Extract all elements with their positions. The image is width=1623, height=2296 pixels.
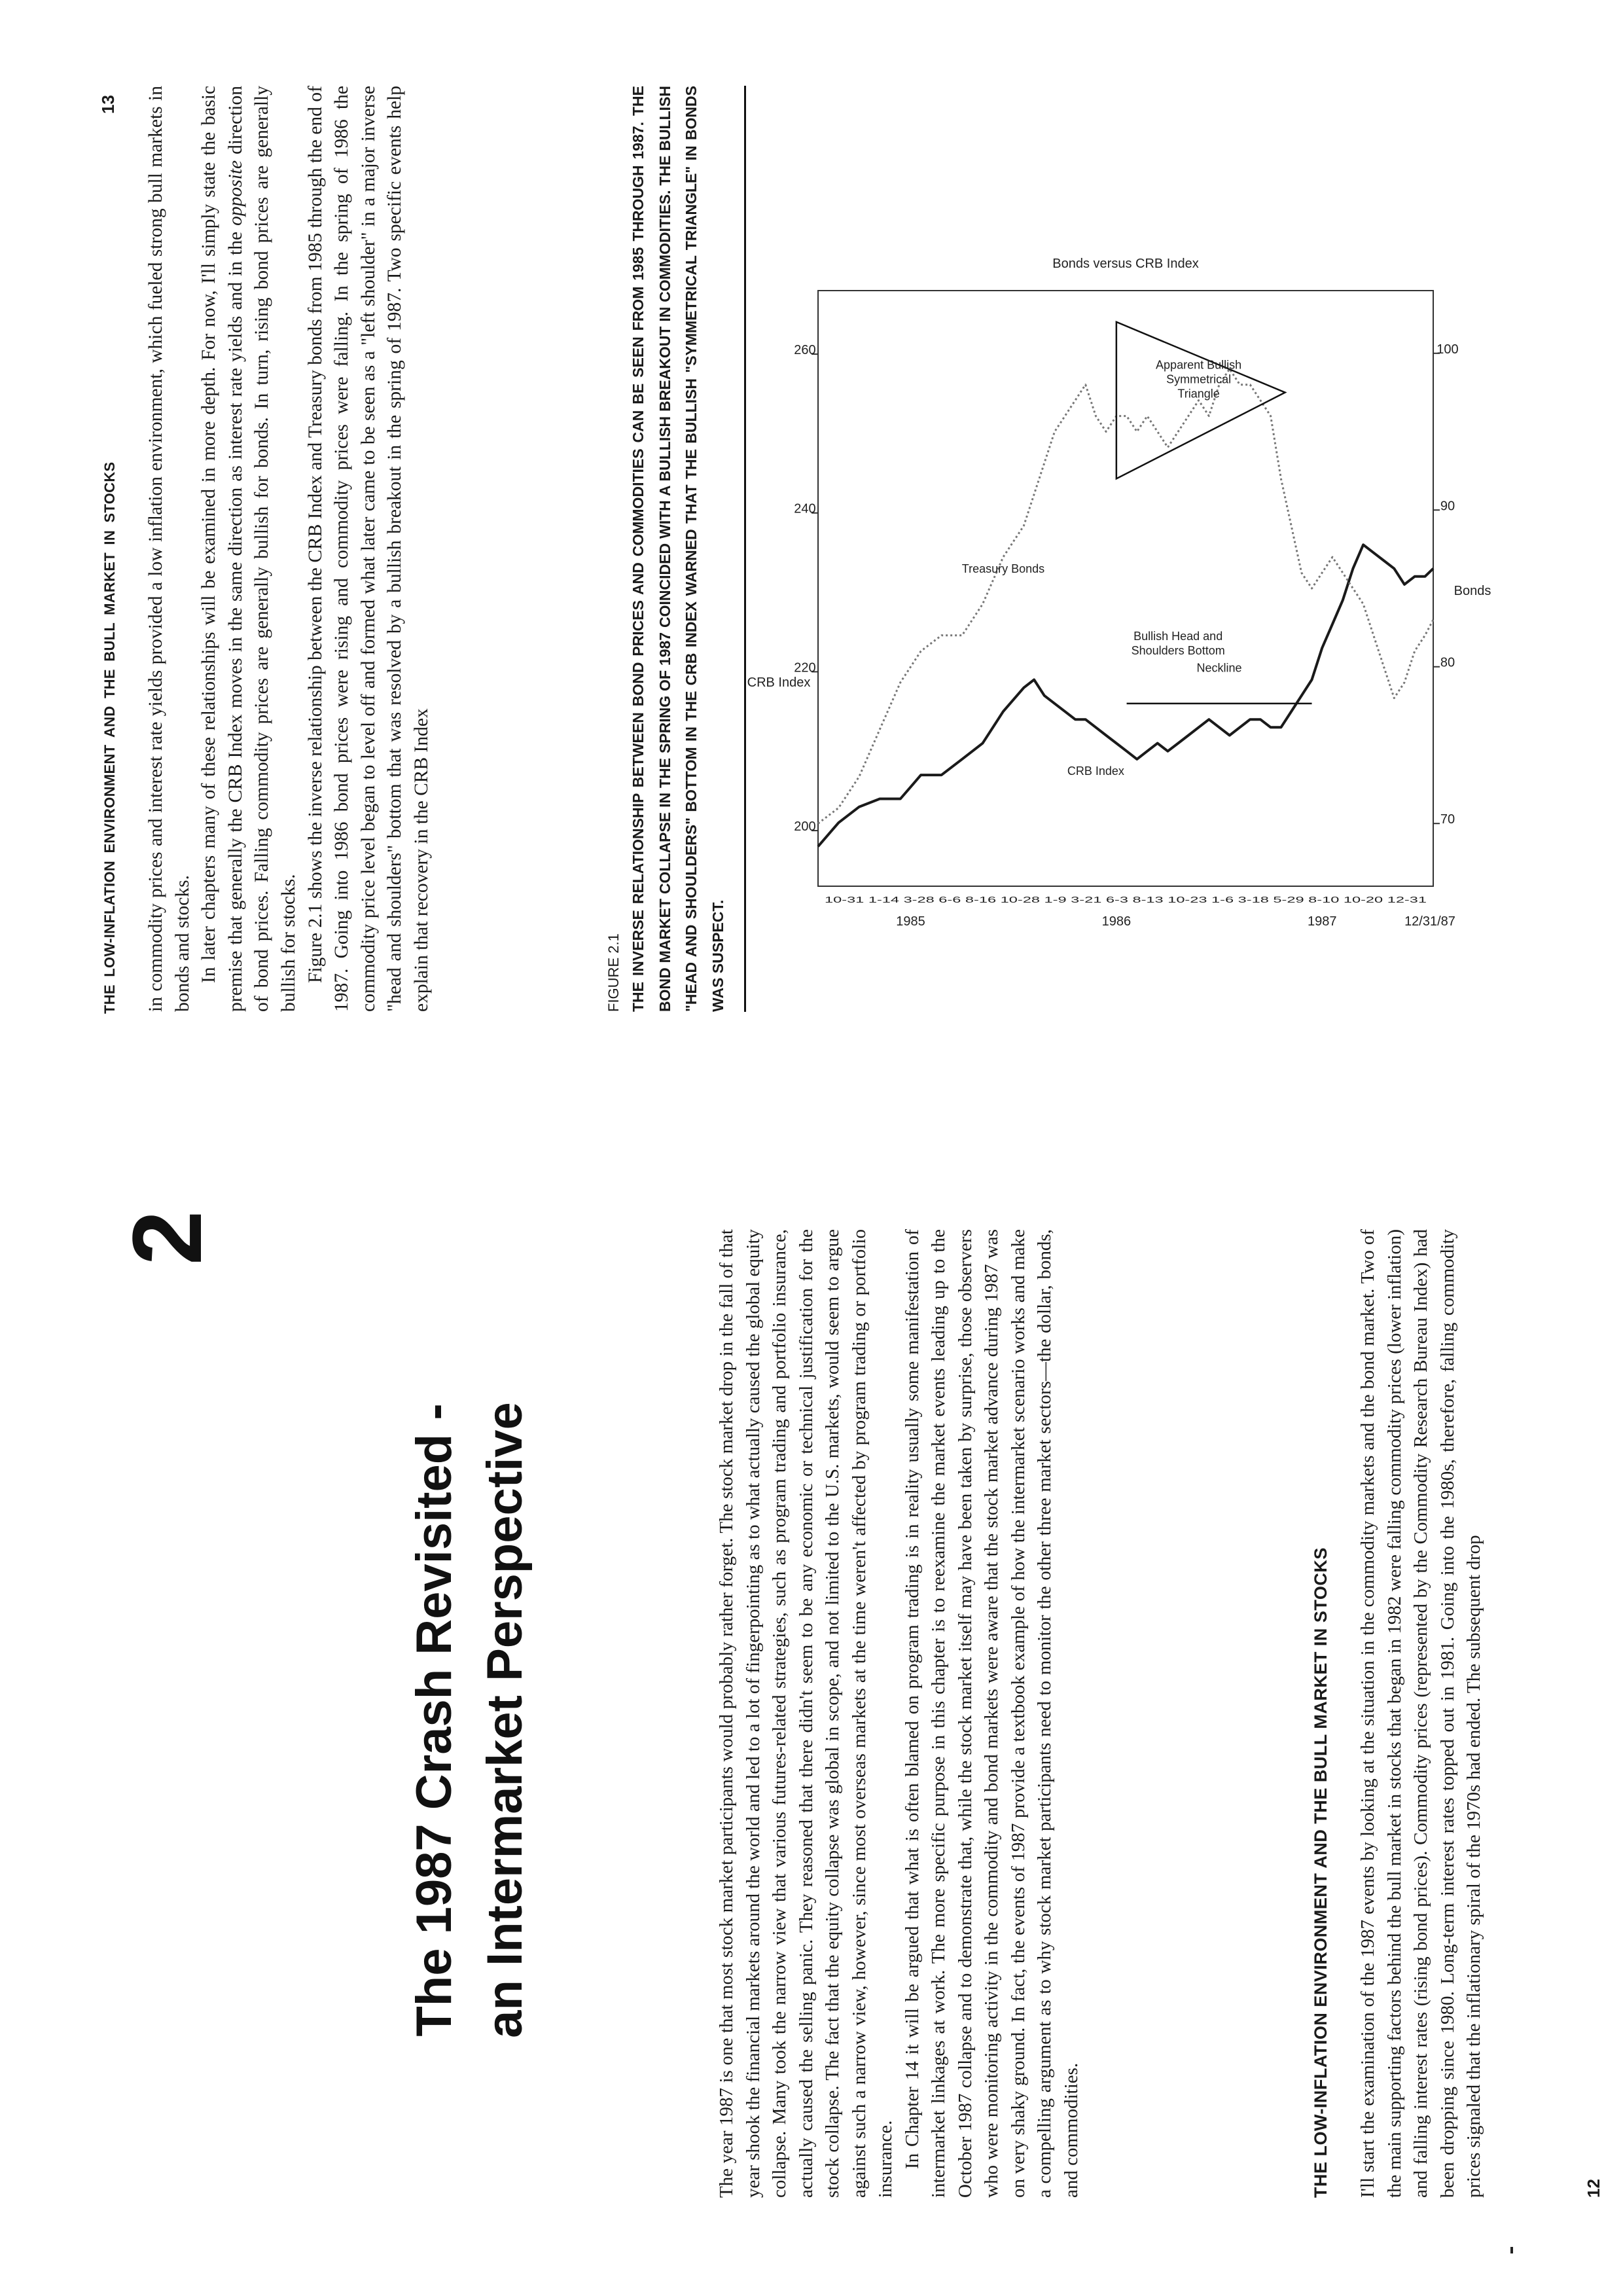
treasury-bonds-line [818, 369, 1433, 824]
chapter-title-line-1: The 1987 Crash Revisited - [406, 1403, 462, 2037]
chart-annotation-line: Apparent Bullish [1156, 358, 1242, 372]
figure-caption: THE INVERSE RELATIONSHIP BETWEEN BOND PRICES AND COMMODITIES CAN BE SEEN FROM 1985 THROUGH 1987. THE BOND MARKET COLLAPSE IN THE SPRING OF 1987 COINCIDED WITH A BULLISH BREAKOUT IN COMMODITIES. THE BULLISH "HEAD AND SHOULDERS" BOTTOM IN THE CRB INDEX WARNED THAT THE BULLISH "SYMMETRICAL TRIANGLE" IN BONDS WAS SUSPECT. [630, 86, 726, 1012]
page-number-left: 12 [1584, 2179, 1603, 2198]
chart-annotation-line: Triangle [1177, 387, 1220, 401]
chart-annotation-line: CRB Index [1067, 764, 1124, 778]
chapter-number: 2 [112, 1210, 222, 1265]
chapter-title-line-2: an Intermarket Perspective [477, 1402, 533, 2038]
y-axis-label-right: Bonds [1454, 584, 1491, 598]
figure-chart [747, 88, 1544, 997]
chart-title: Bonds versus CRB Index [1052, 257, 1199, 271]
left-axis-tick-label: 260 [794, 343, 816, 358]
p2-text-b: direction of bond prices. Falling commodity prices are generally bullish for bonds. In turn, rising bond prices are generally bullish for stocks. [224, 86, 299, 1012]
margin-mark [1510, 2247, 1513, 2253]
section-heading: THE LOW-INFLATION ENVIRONMENT AND THE BULL MARKET IN STOCKS [1311, 1547, 1330, 2198]
right-axis-tick-label: 100 [1436, 342, 1459, 357]
right-axis-tick-label: 90 [1440, 499, 1455, 514]
chart-annotation [1132, 630, 1225, 657]
right-paragraph-3: Figure 2.1 shows the inverse relationship between the CRB Index and Treasury bonds from 1985 through the end of 1987. Going into 1986 bond prices were rising and commodity prices were falling. In the spring of 1986 the commodity price level began to level off and formed what later came to be seen as a "left shoulder" in a major inverse "head and shoulders" bottom that was resolved by a bullish breakout in the spring of 1987. Two specific events help explain that recovery in the CRB Index [304, 86, 432, 1012]
chapter-title [399, 1242, 541, 2198]
figure-rule [744, 86, 746, 1012]
chart-annotation-line: Shoulders Bottom [1131, 643, 1225, 657]
chart-annotation [962, 562, 1044, 575]
chart-annotation-line: Symmetrical [1166, 372, 1232, 386]
intro-text [713, 1229, 1084, 2198]
left-axis-tick-label: 200 [794, 819, 816, 834]
left-axis-tick-label: 240 [794, 501, 816, 516]
figure-label: FIGURE 2.1 [605, 933, 622, 1012]
x-axis-end-date: 12/31/87 [1404, 914, 1455, 929]
running-head: THE LOW-INFLATION ENVIRONMENT AND THE BULL MARKET IN STOCKS [101, 461, 118, 1014]
chart-annotation-line: Bullish Head and [1133, 629, 1223, 643]
left-page [0, 1148, 1623, 2296]
x-axis-year-label: 1986 [1101, 914, 1132, 929]
right-axis-tick-label: 80 [1440, 655, 1455, 670]
chart-annotation-line: Neckline [1196, 661, 1242, 675]
intro-paragraph-1: The year 1987 is one that most stock market participants would probably rather forget. The stock market drop in the fall of that year shook the financial markets around the world and led to a lot of fingerpointing as to what actually caused the global equity collapse. Many took the narrow view that various futures-related strategies, such as program trading and portfolio insurance, actually caused the selling panic. They reasoned that there didn't seem to be any economic or technical justification for the stock collapse. The fact that the equity collapse was global in scope, and not limited to the U.S. markets, would seem to argue against such a narrow view, however, since most overseas markets at the time weren't affected by program trading or portfolio insurance. [716, 1229, 896, 2198]
right-body-text [143, 86, 435, 1012]
chart-annotation [1197, 661, 1242, 674]
right-paragraph-1: in commodity prices and interest rate yields provided a low inflation environment, which fueled strong bull markets in bonds and stocks. [145, 86, 193, 1012]
right-axis-tick-label: 70 [1440, 812, 1455, 827]
x-axis-date-ticks: 10-31 1-14 3-28 6-6 8-16 10-28 1-9 3-21 6-3 8-13 10-23 1-6 3-18 5-29 8-10 10-20 12-31 [825, 895, 1427, 905]
p2-italic: opposite [224, 160, 246, 226]
section-text [1355, 1229, 1488, 2198]
chart-annotation [1156, 359, 1241, 401]
plot-frame [818, 291, 1433, 886]
section-paragraph-1: I'll start the examination of the 1987 events by looking at the situation in the commodity markets and the bond market. Two of the main supporting factors behind the bull market in stocks that began in 1982 were falling commodity prices (lower inflation) and falling interest rates (rising bond prices). Commodity prices (represented by the Commodity Research Bureau Index) had been dropping since 1980. Long-term interest rates topped out in 1981. Going into the 1980s, therefore, falling commodity prices signaled that the inflationary spiral of the 1970s had ended. The subsequent drop [1357, 1229, 1484, 2198]
y-axis-label-left: CRB Index [747, 675, 811, 690]
left-axis-tick-label: 220 [794, 660, 816, 675]
crb-index-line [818, 545, 1433, 846]
intro-paragraph-2: In Chapter 14 it will be argued that what is often blamed on program trading is in reality usually some manifestation of intermarket linkages at work. The more specific purpose in this chapter is to reexamine the market events leading up to the October 1987 collapse and to demonstrate that, while the stock market itself may have been taken by surprise, those observers who were monitoring activity in the commodity and bond markets were aware that the stock market advance during 1987 was on very shaky ground. In fact, the events of 1987 provide a textbook example of how the intermarket scenario works and make a compelling argument as to why stock market participants need to monitor the other three market sectors—the dollar, bonds, and commodities. [901, 1229, 1082, 2198]
chart-annotation [1067, 764, 1124, 778]
page-number-right: 13 [98, 95, 118, 114]
chart-svg [747, 88, 1544, 997]
x-axis-year-label: 1985 [896, 914, 925, 929]
p2-text-a: In later chapters many of these relationships will be examined in more depth. For now, I'll simply state the basic premise that generally the CRB Index moves in the same direction as interest rate yields and in the [198, 86, 246, 1012]
x-axis-year-label: 1987 [1307, 914, 1337, 929]
right-paragraph-2 [196, 86, 302, 1012]
chart-annotation-line: Treasury Bonds [961, 562, 1045, 576]
